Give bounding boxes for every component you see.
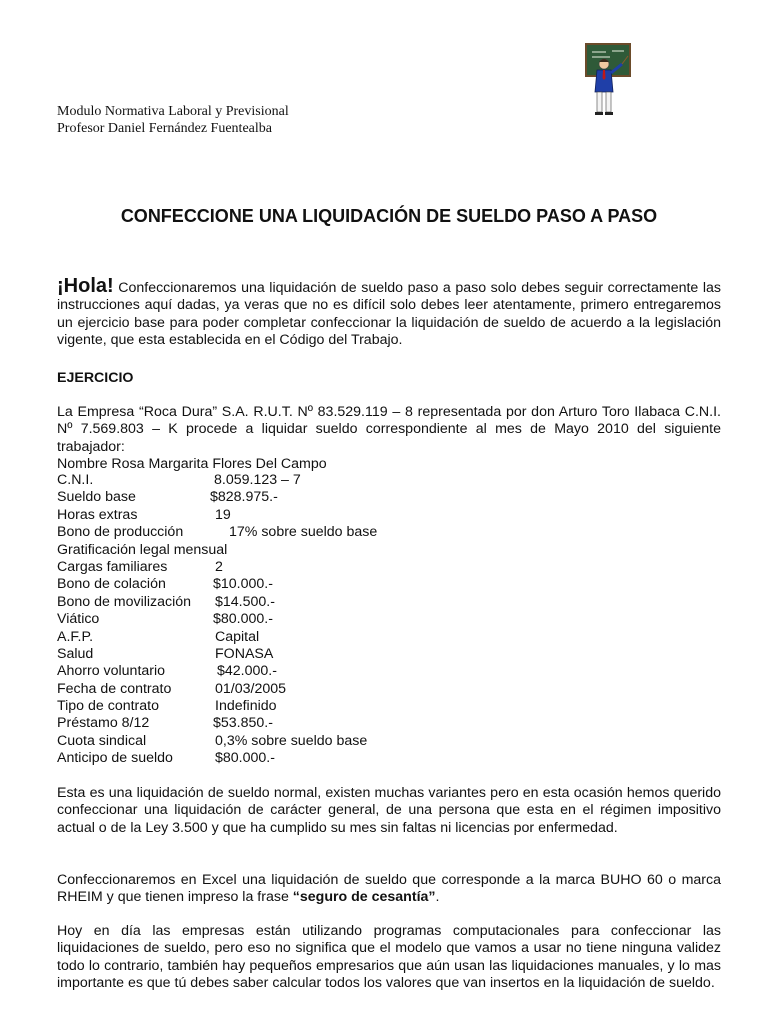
paragraph-excel-text: Confeccionaremos en Excel una liquidación de sueldo que corresponde a la marca BUHO 60 o marca RHEIM y que tienen impreso la frase	[57, 872, 721, 906]
field-value: 01/03/2005	[215, 680, 287, 697]
field-label: Ahorro voluntario	[57, 663, 166, 680]
document-title: CONFECCIONE UNA LIQUIDACIÓN DE SUELDO PASO A PASO	[120, 206, 658, 226]
field-label: Cuota sindical	[57, 732, 147, 749]
paragraph-software: Hoy en día las empresas están utilizando programas computacionales para confeccionar las liquidaciones de sueldo, pero eso no significa que el modelo que vamos a usar no tiene ninguna validez todo lo contrario, también hay pequeños empresarios que aún usan las liquidaciones manuales, y lo mas importante es que tú debes saber calcular todos los valores que van insertos en la liquidación de sueldo.	[57, 923, 721, 992]
field-value: Capital	[215, 628, 260, 645]
field-value: 8.059.123 – 7	[214, 472, 301, 488]
field-label: Sueldo base	[57, 489, 136, 506]
paragraph-excel	[57, 872, 721, 907]
greeting: ¡Hola!	[57, 275, 114, 297]
field-value: $42.000.-	[217, 663, 277, 680]
teacher-clipart-icon	[582, 42, 632, 118]
field-value: $828.975.-	[210, 489, 278, 506]
field-value: 17% sobre sueldo base	[229, 524, 378, 541]
field-value: Indefinido	[215, 698, 277, 715]
field-label: Fecha de contrato	[57, 680, 172, 697]
field-label: Préstamo 8/12	[57, 715, 150, 732]
intro-text: Confeccionaremos una liquidación de sueldo paso a paso solo debes seguir correctamente las instrucciones aquí dadas, ya veras que no es difícil solo debes leer atentamente, primero entregaremos un ejercicio base para poder completar confeccionar la liquidación de sueldo de acuerdo a la legislación vigente, que esta establecida en el Código del Trabajo.	[57, 280, 721, 349]
module-line: Modulo Normativa Laboral y Previsional	[57, 104, 289, 119]
document-header	[57, 103, 289, 137]
field-label: Gratificación legal mensual	[57, 541, 228, 558]
field-label: Salud	[57, 645, 94, 662]
field-value: $14.500.-	[215, 593, 275, 610]
intro-paragraph	[57, 275, 721, 350]
field-value: $80.000.-	[213, 611, 273, 628]
field-label: C.N.I.	[57, 472, 94, 488]
paragraph-excel-bold: “seguro de cesantía”	[292, 889, 436, 906]
paragraph-excel-end: .	[435, 889, 440, 906]
field-value: 0,3% sobre sueldo base	[215, 732, 368, 749]
field-label: Bono de producción	[57, 524, 184, 541]
field-value: 2	[215, 558, 223, 575]
professor-line: Profesor Daniel Fernández Fuentealba	[57, 121, 272, 136]
field-label: Horas extras	[57, 506, 138, 523]
field-label: Anticipo de sueldo	[57, 750, 173, 767]
field-label: A.F.P.	[57, 628, 94, 645]
field-value: $80.000.-	[215, 750, 275, 767]
field-value: FONASA	[215, 645, 274, 662]
paragraph-normal-payroll: Esta es una liquidación de sueldo normal, existen muchas variantes pero en esta ocasión hemos querido confeccionar una liquidación de carácter general, de una persona que esta en el régimen impositivo actual o de la Ley 3.500 y que ha cumplido su mes sin faltas ni licencias por enfermedad.	[57, 785, 721, 836]
field-label: Bono de colación	[57, 576, 166, 593]
field-value: $10.000.-	[213, 576, 273, 593]
field-label: Tipo de contrato	[57, 698, 159, 715]
field-label: Cargas familiares	[57, 558, 168, 575]
exercise-heading: EJERCICIO	[57, 370, 134, 386]
field-label: Bono de movilización	[57, 593, 192, 610]
field-value: $53.850.-	[213, 715, 273, 732]
company-paragraph: La Empresa “Roca Dura” S.A. R.U.T. Nº 83.529.119 – 8 representada por don Arturo Toro Ilabaca C.N.I. Nº 7.569.803 – K procede a liquidar sueldo correspondiente al mes de Mayo 2010 del siguiente trabajador:	[57, 404, 721, 455]
field-value: 19	[215, 506, 231, 523]
employee-name-line: Nombre Rosa Margarita Flores Del Campo	[57, 456, 327, 472]
field-label: Viático	[57, 611, 100, 628]
